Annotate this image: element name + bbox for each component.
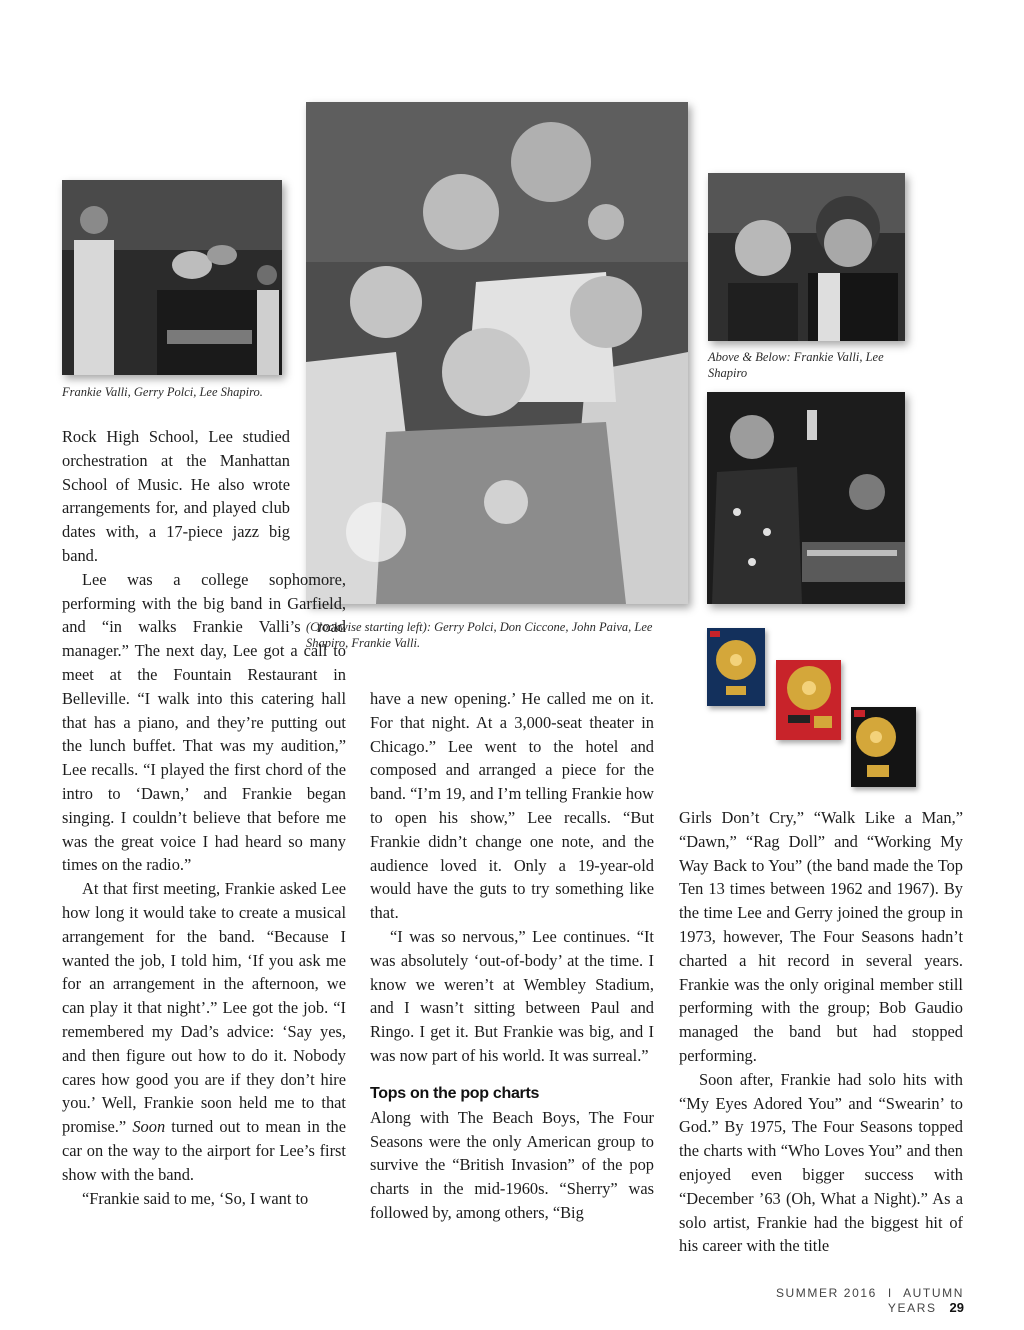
paragraph: Girls Don’t Cry,” “Walk Like a Man,” “Dawn,” “Rag Doll” and “Working My Way Back to You” (the band made the Top Ten 13 times between 1962 and 1967). By the time Lee and Gerry joined the group in 1973, however, The Four Seasons hadn’t charted a hit record in several years. Frankie was the only original member still performing with the group; Bob Gaudio managed the band but had stopped performing. [679, 808, 963, 1065]
paragraph-text: turned out to mean in the car on the way to the airport for Lee’s first show with the band. [62, 1117, 346, 1184]
page-footer [724, 1286, 964, 1315]
magazine-name: AUTUMN YEARS [887, 1286, 964, 1315]
paragraph: Along with The Beach Boys, The Four Seasons were the only American group to survive the “British Invasion” of the pop charts in the mid-1960s. “Sherry” was followed by, among others, “Big [370, 1107, 654, 1222]
article-column-2 [370, 687, 654, 1225]
paragraph: “Frankie said to me, ‘So, I want to [82, 1188, 309, 1208]
stage-photo [62, 180, 282, 375]
gold-record-blue [707, 628, 765, 706]
paragraph-text: At that first meeting, Frankie asked Lee how long it would take to create a musical arrangement for the band. “Because I wanted the job, I told him, ‘If you ask me for an arrangement in the afternoon, we can play it that night’.” Lee got the job. “I remembered my Dad’s advice: ‘Say yes, and then figure out how to do it. Nobody cares how good you are if they don’t hire you.’ Well, Frankie soon held me to that promise.” [62, 879, 346, 1137]
group-photo [306, 102, 688, 604]
paragraph: Rock High School, Lee studied orchestration at the Manhattan School of Music. He also wrote arrangements for, and played club dates with, a 17-piece jazz big band. [62, 427, 290, 565]
paragraph [62, 568, 346, 877]
paragraph [62, 877, 346, 1186]
gold-record-black [851, 707, 916, 787]
article-column-1 [62, 425, 346, 1210]
paragraph: “I was so nervous,” Lee continues. “It was absolutely ‘out-of-body’ at the time. I know we weren’t at Wembley Stadium, and I wasn’t sitting between Paul and Ringo. I get it. But Frankie was big, and I was now part of his world. It was surreal.” [370, 926, 654, 1065]
stage-photo-caption: Frankie Valli, Gerry Polci, Lee Shapiro. [62, 385, 263, 399]
valli-shapiro-photo-top [708, 173, 905, 341]
page-number: 29 [949, 1300, 964, 1315]
italic-word: Soon [132, 1117, 166, 1137]
section-heading: Tops on the pop charts [370, 1084, 540, 1102]
paragraph: Soon after, Frankie had solo hits with “My Eyes Adored You” and “Swearin’ to God.” By 1975, The Four Seasons topped the charts with “Who Loves You” and then enjoyed even bigger success with “December ’63 (Oh, What a Night).” As a solo artist, Frankie had the biggest hit of his career with the title [679, 1069, 963, 1256]
group-photo-caption: (Clockwise starting left): Gerry Polci, Don Ciccone, John Paiva, Lee Shapiro, Frankie Valli. [306, 620, 653, 650]
footer-separator: I [887, 1286, 893, 1300]
article-column-3 [679, 806, 963, 1258]
gold-record-red [776, 660, 841, 740]
paragraph: have a new opening.’ He called me on it. For that night. At a 3,000-seat theater in Chicago.” Lee went to the hotel and composed and arranged a piece for the band. “I’m 19, and I’m telling Frankie how to open his show,” Lee recalls. “But Frankie didn’t change one note, and the audience loved it. Only a 19-year-old would have the guts to try something like that. [370, 689, 654, 923]
paragraph-text: Lee was a college sophomore, performing with the big band in Garfield, and “in walks Frankie Valli’s road manager.” The next day, Lee got a call to meet at the Fountain Restaurant in Belleville. “I walk into this catering hall that has a piano, and they’re putting out the lunch buffet. That was my audition,” Lee recalls. “I played the first chord of the intro to ‘Dawn,’ and Frankie began singing. I couldn’t believe that before me was the great voice I had heard so many times on the radio.” [62, 569, 346, 875]
issue-label: SUMMER 2016 [775, 1286, 877, 1300]
valli-shapiro-photo-bottom [707, 392, 905, 604]
right-photos-caption: Above & Below: Frankie Valli, Lee Shapiro [708, 350, 884, 380]
